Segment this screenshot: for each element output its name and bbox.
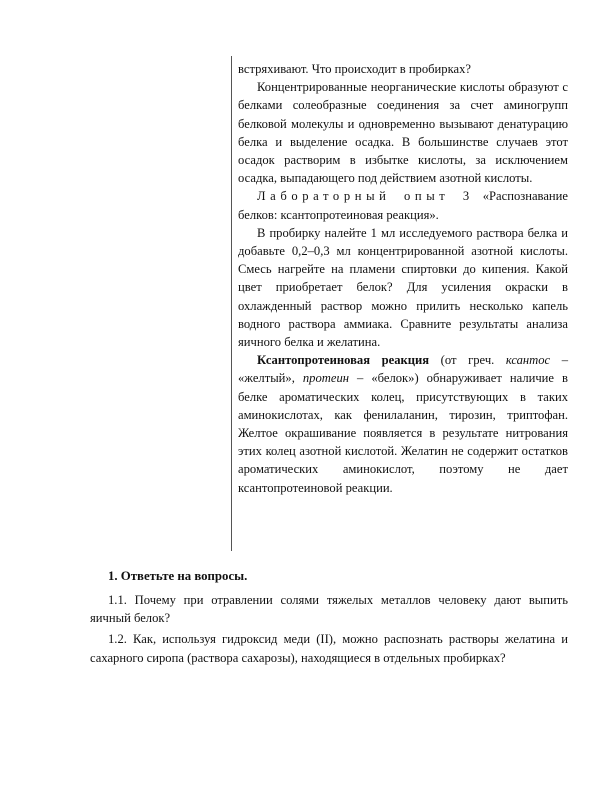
text-column-content bbox=[238, 60, 568, 497]
lab-label: Лабораторный опыт 3 bbox=[257, 189, 474, 204]
acid-paragraph: Концентрированные неорганические кислоты образуют с белками солеобразные соединения за счет аминогрупп белковой молекулы и одновременно вызывают денатурацию белка и выделение осадка. В большинстве случаев этот осадок растворим в избытке кислоты, за исключением осадка, выпадающего под действием азотной кислоты. bbox=[238, 80, 568, 186]
questions-heading: 1. Ответьте на вопросы. bbox=[108, 569, 248, 583]
para-text-a: (от греч. bbox=[429, 353, 506, 368]
lab-title: «Распознавание белков: ксантопротеиновая реакция». bbox=[238, 189, 568, 222]
lab-heading bbox=[238, 187, 568, 223]
greek-word-2: протеин bbox=[302, 371, 349, 386]
question-1: 1.1. Почему при отравлении солями тяжелых металлов человеку дают выпить яичный белок? bbox=[90, 593, 568, 626]
question-2: 1.2. Как, используя гидроксид меди (II), можно распознать растворы желатина и сахарного сиропа (раствора сахарозы), находящиеся в отдельных пробирках? bbox=[90, 632, 568, 665]
procedure-paragraph: В пробирку налейте 1 мл исследуемого раствора белка и добавьте 0,2–0,3 мл концентрированной азотной кислоты. Смесь нагрейте на пламени спиртовки до кипения. Какой цвет приобретает белок? Для усиления окраски в охлажденный раствор можно прилить несколько капель водного раствора аммиака. Сравните результаты анализа яичного белка и желатина. bbox=[238, 225, 568, 350]
para-text-b: – «желтый», bbox=[238, 353, 568, 386]
para-text-c: – «белок») обнаруживает наличие в белке ароматических колец, присутствующих в таких аминокислотах, как фенилаланин, тирозин, триптофан. Желтое окрашивание появляется в результате нитрования этих колец азотной кислотой. Желатин не содержит остатков ароматических аминокислот, поэтому не дает ксантопротеиновой реакции. bbox=[238, 371, 568, 495]
xanthoprotein-paragraph bbox=[238, 351, 568, 497]
questions-section bbox=[90, 567, 568, 670]
intro-line: встряхивают. Что происходит в пробирках? bbox=[238, 62, 472, 76]
greek-word-1: ксантос bbox=[505, 353, 551, 368]
text-column bbox=[231, 56, 569, 551]
term-bold: Ксантопротеиновая реакция bbox=[257, 353, 430, 368]
